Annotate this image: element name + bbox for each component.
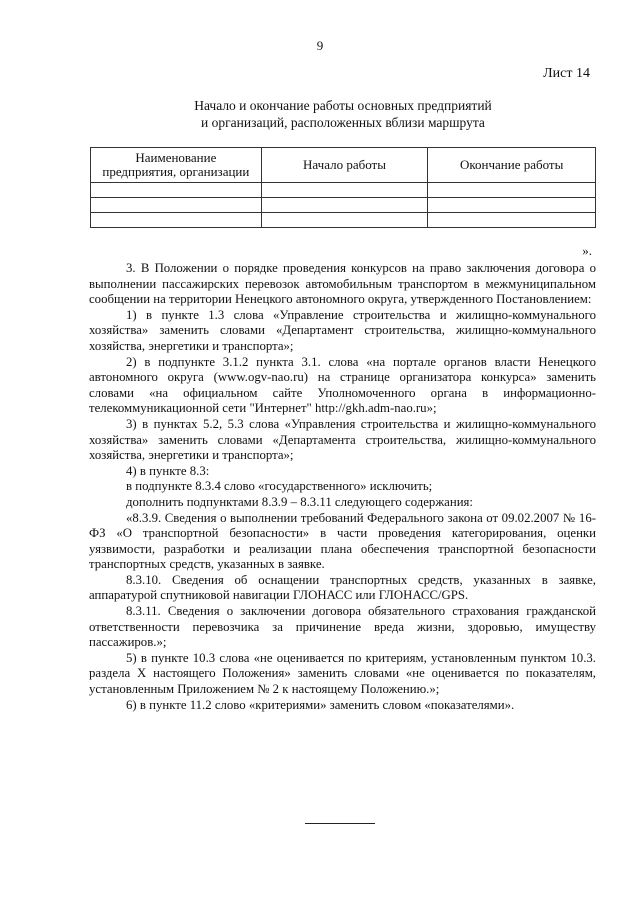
table-title-line-1: Начало и окончание работы основных предприятий [194, 98, 492, 113]
item-1: 1) в пункте 1.3 слова «Управление строительства и жилищно-коммунального хозяйства» заменить словами «Департамент строительства, жилищно-коммунального хозяйства, энергетики и транспорта»; [89, 307, 596, 353]
add-subitems: дополнить подпунктами 8.3.9 – 8.3.11 следующего содержания: [126, 494, 473, 509]
item-3: 3) в пунктах 5.2, 5.3 слова «Управления строительства и жилищно-коммунального хозяйства» заменить словами «Департамента строительства, жилищно-коммунального хозяйства, энергетики и транспорта»; [89, 416, 596, 463]
table-cell [428, 198, 596, 213]
subitem-8-3-11: 8.3.11. Сведения о заключении договора обязательного страхования гражданской ответственности перевозчика за причинение вреда жизни, здоровью, имуществу пассажиров.»; [89, 604, 596, 650]
sheet-label: Лист 14 [543, 66, 590, 81]
page-number: 9 [316, 38, 324, 53]
table-title [0, 97, 640, 131]
table-cell [261, 198, 428, 213]
paragraph-3: 3. В Положении о порядке проведения конкурсов на право заключения договора о выполнении пассажирских перевозок автомобильным транспортом в межмуниципальном сообщении на территории Ненецкого автономного округа, утвержденного Постановлением: [89, 261, 596, 307]
subitem-8-3-4: в подпункте 8.3.4 слово «государственного» исключить; [126, 479, 433, 494]
header-organization-line-1: Наименование [135, 150, 217, 165]
header-organization-line-2: предприятия, организации [102, 164, 250, 179]
schedule-table [90, 147, 596, 228]
table-row [91, 183, 596, 198]
table-cell [91, 198, 262, 213]
table-cell [261, 183, 428, 198]
table-row [91, 213, 596, 228]
item-4: 4) в пункте 8.3: [126, 463, 210, 478]
table-cell [261, 213, 428, 228]
table-row [91, 198, 596, 213]
header-organization [91, 148, 262, 183]
end-divider [305, 823, 375, 824]
header-end-time: Окончание работы [428, 148, 596, 183]
table-cell [91, 183, 262, 198]
table-header-row [91, 148, 596, 183]
subitem-8-3-9: «8.3.9. Сведения о выполнении требований Федерального закона от 09.02.2007 № 16-ФЗ «О транспортной безопасности» в части проведения категорирования, оценки уязвимости, разработки и реализации плана обеспечения транспортной безопасности транспортных средств, указанных в заявке. [89, 510, 596, 572]
closing-quote: ». [582, 243, 592, 258]
header-start-time: Начало работы [261, 148, 428, 183]
item-2: 2) в подпункте 3.1.2 пункта 3.1. слова «на портале органов власти Ненецкого автономного округа (www.ogv-nao.ru) на странице организатора конкурса» заменить словами «на официальном сайте Уполномоченного органа в информационно-телекоммуникационной сети "Интернет" http://gkh.adm-nao.ru»; [89, 354, 596, 416]
amendment-text [89, 261, 596, 713]
subitem-8-3-10: 8.3.10. Сведения об оснащении транспортных средств, указанных в заявке, аппаратурой спутниковой навигации ГЛОНАСС или ГЛОНАСС/GPS. [89, 572, 596, 603]
table-cell [91, 213, 262, 228]
table-title-line-2: и организаций, расположенных вблизи маршрута [201, 115, 485, 130]
table-cell [428, 213, 596, 228]
table-cell [428, 183, 596, 198]
item-6: 6) в пункте 11.2 слово «критериями» заменить словом «показателями». [126, 697, 515, 712]
item-5: 5) в пункте 10.3 слова «не оценивается по критериям, установленным пунктом 10.3. раздела X настоящего Положения» заменить словами «не оценивается по показателям, установленным Приложением № 2 к настоящему Положению.»; [89, 650, 596, 697]
